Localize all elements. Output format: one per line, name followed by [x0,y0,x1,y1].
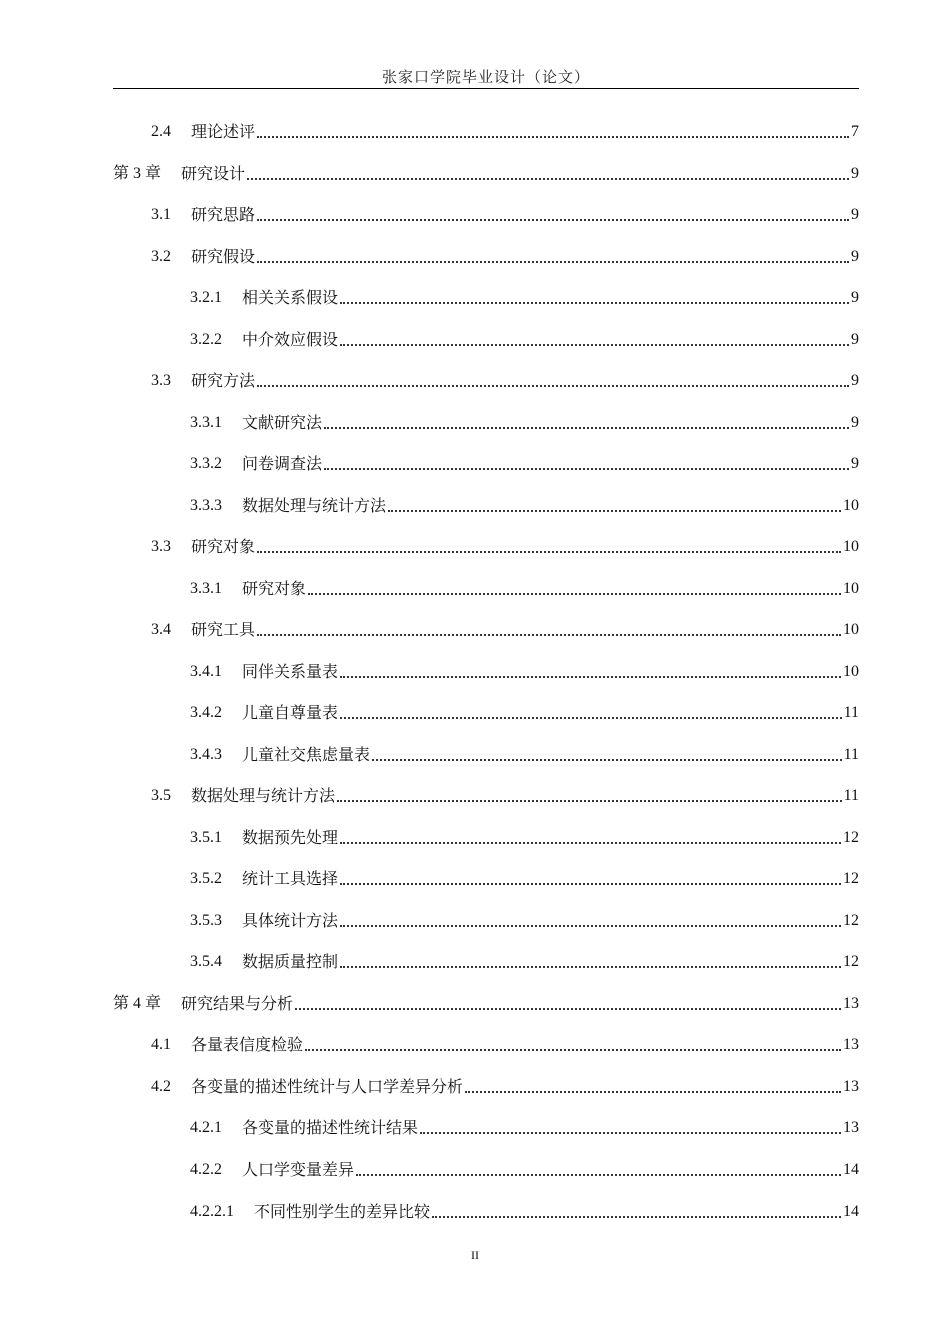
toc-dot-leader [324,427,849,429]
toc-dot-leader [372,759,842,761]
toc-dot-leader [340,966,841,968]
toc-dot-leader [305,1049,841,1051]
toc-entry-page: 14 [843,1161,859,1178]
toc-entry-title: 研究结果与分析 [181,993,294,1013]
toc-entry-title: 相关关系假设 [242,288,339,308]
toc-entry[interactable] [151,369,859,393]
toc-entry-title: 研究对象 [191,537,256,557]
toc-dot-leader [257,634,841,636]
page-number: II [471,1248,479,1262]
toc-entry[interactable] [190,1200,859,1224]
toc-dot-leader [257,385,849,387]
toc-entry[interactable] [190,494,859,518]
toc-entry-page: 13 [843,1077,859,1095]
toc-entry[interactable] [190,826,859,850]
toc-entry-page: 12 [843,828,859,846]
toc-entry-page: 10 [843,662,859,680]
toc-entry-number: 3.3.3 [190,496,222,514]
toc-entry-number: 4.2.2 [190,1161,222,1178]
toc-entry[interactable] [190,909,859,933]
toc-dot-leader [420,1132,841,1134]
toc-entry-number: 第 4 章 [113,994,162,1012]
page-header: 张家口学院毕业设计（论文） [381,68,590,86]
toc-entry-number: 3.5 [151,787,171,805]
toc-entry-page: 11 [843,787,859,805]
toc-entry[interactable] [190,452,859,476]
toc-entry-page: 9 [851,330,859,348]
toc-entry-page: 12 [843,911,859,929]
toc-dot-leader [295,1008,841,1010]
toc-entry-number: 3.2.2 [190,330,222,348]
toc-dot-leader [340,842,841,844]
toc-entry-number: 2.4 [151,123,171,140]
toc-entry[interactable] [190,743,859,767]
toc-entry-page: 9 [851,164,859,182]
toc-entry-number: 3.2.1 [190,289,222,307]
toc-entry-number: 3.5.4 [190,953,222,971]
toc-entry[interactable] [151,245,859,269]
toc-dot-leader [388,510,841,512]
toc-entry-page: 12 [843,870,859,888]
toc-entry-number: 3.2 [151,247,171,265]
toc-entry-number: 4.2.1 [190,1119,222,1137]
toc-dot-leader [257,219,849,221]
toc-entry-title: 各变量的描述性统计与人口学差异分析 [191,1076,464,1096]
toc-entry-title: 数据处理与统计方法 [191,786,336,806]
toc-entry-page: 13 [843,1119,859,1137]
toc-dot-leader [356,1174,841,1176]
toc-entry-title: 研究思路 [191,205,256,225]
toc-entry-number: 4.2 [151,1077,171,1095]
toc-entry-page: 10 [843,621,859,639]
toc-dot-leader [324,468,849,470]
toc-entry-title: 儿童自尊量表 [242,703,339,723]
toc-entry[interactable] [113,992,859,1016]
toc-entry-page: 13 [843,994,859,1012]
toc-entry[interactable] [190,660,859,684]
toc-entry-page: 11 [843,704,859,722]
toc-entry[interactable] [151,1075,859,1099]
toc-entry-page: 10 [843,538,859,556]
toc-entry[interactable] [151,535,859,559]
toc-entry-title: 同伴关系量表 [242,661,339,681]
toc-entry-page: 9 [851,413,859,431]
toc-entry[interactable] [190,286,859,310]
toc-entry-title: 研究工具 [191,620,256,640]
toc-entry-page: 9 [851,247,859,265]
toc-entry-title: 各变量的描述性统计结果 [242,1118,419,1138]
toc-entry[interactable] [190,867,859,891]
toc-entry[interactable] [151,1033,859,1057]
toc-entry-title: 研究假设 [191,246,256,266]
toc-dot-leader [340,883,841,885]
toc-dot-leader [337,800,842,802]
toc-entry-number: 3.3.2 [190,455,222,473]
toc-dot-leader [340,925,841,927]
toc-dot-leader [340,302,849,304]
toc-entry-title: 理论述评 [191,122,256,141]
toc-entry-page: 7 [851,123,859,140]
toc-dot-leader [340,676,841,678]
toc-entry-number: 3.3 [151,538,171,556]
toc-entry-title: 中介效应假设 [242,329,339,349]
toc-entry[interactable] [190,1158,859,1182]
toc-entry[interactable] [190,1116,859,1140]
toc-entry-title: 文献研究法 [242,412,323,432]
toc-entry[interactable] [190,328,859,352]
toc-entry-title: 统计工具选择 [242,869,339,889]
toc-entry-number: 3.3.1 [190,579,222,597]
toc-entry-number: 3.5.2 [190,870,222,888]
toc-entry-title: 人口学变量差异 [242,1160,355,1179]
toc-entry-title: 数据预先处理 [242,827,339,847]
toc-entry-title: 数据质量控制 [242,952,339,972]
toc-entry-page: 14 [843,1202,859,1220]
toc-entry-page: 9 [851,206,859,224]
toc-entry[interactable] [151,784,859,808]
toc-dot-leader [247,178,849,180]
toc-entry-page: 9 [851,455,859,473]
toc-dot-leader [340,717,842,719]
toc-entry[interactable] [151,618,859,642]
toc-entry[interactable] [190,577,859,601]
toc-entry-number: 第 3 章 [113,164,162,182]
toc-entry-page: 9 [851,289,859,307]
toc-entry-number: 3.4.3 [190,745,222,763]
toc-entry-number: 3.5.1 [190,828,222,846]
toc-entry-number: 3.5.3 [190,911,222,929]
toc-entry-title: 研究对象 [242,578,307,598]
toc-entry-page: 13 [843,1036,859,1054]
toc-entry-title: 数据处理与统计方法 [242,495,387,515]
toc-entry[interactable] [151,203,859,227]
toc-entry-page: 9 [851,372,859,390]
toc-entry-number: 3.3.1 [190,413,222,431]
toc-entry-title: 问卷调查法 [242,454,323,474]
toc-entry-title: 研究方法 [191,371,256,391]
toc-entry-title: 具体统计方法 [242,910,339,930]
toc-entry[interactable] [113,162,859,186]
toc-entry-page: 10 [843,496,859,514]
toc-dot-leader [257,551,841,553]
toc-entry-page: 11 [843,745,859,763]
toc-entry-number: 3.4.2 [190,704,222,722]
toc-dot-leader [257,261,849,263]
toc-entry[interactable] [190,701,859,725]
toc-entry-number: 3.4 [151,621,171,639]
toc-entry-number: 3.4.1 [190,662,222,680]
toc-entry-title: 各量表信度检验 [191,1035,304,1055]
toc-entry-number: 4.2.2.1 [190,1202,234,1220]
toc-entry[interactable] [190,950,859,974]
toc-entry-page: 10 [843,579,859,597]
toc-entry-title: 儿童社交焦虑量表 [242,744,371,764]
toc-dot-leader [308,593,841,595]
toc-entry[interactable] [190,411,859,435]
toc-dot-leader [432,1216,841,1218]
toc-entry-number: 3.3 [151,372,171,390]
toc-entry-title: 不同性别学生的差异比较 [254,1201,431,1221]
toc-dot-leader [465,1091,841,1093]
toc-dot-leader [257,136,849,138]
toc-dot-leader [340,344,849,346]
toc-entry-page: 12 [843,953,859,971]
toc-entry-title: 研究设计 [181,163,246,183]
toc-entry-number: 3.1 [151,206,171,224]
toc-entry-number: 4.1 [151,1036,171,1054]
toc-entry[interactable] [151,120,859,144]
